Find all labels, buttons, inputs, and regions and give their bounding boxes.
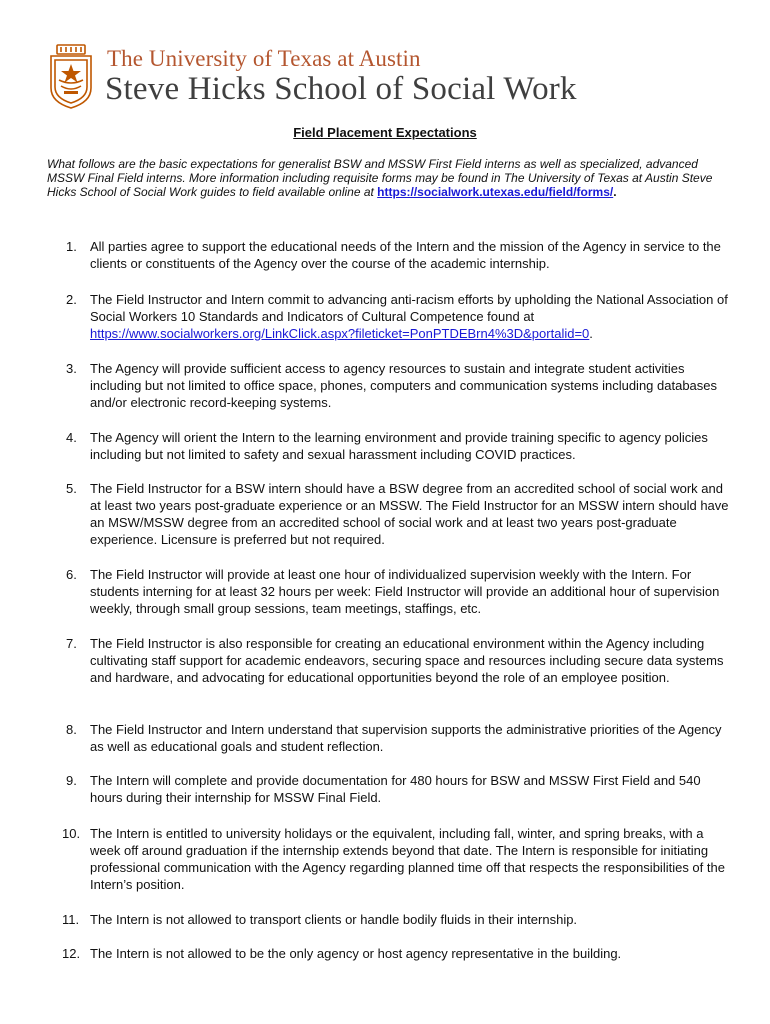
item-text: The Intern will complete and provide documentation for 480 hours for BSW and MSSW First Field and 540 hours during their internship for MSSW Final Field.: [90, 773, 701, 805]
forms-link[interactable]: https://socialwork.utexas.edu/field/forms/: [377, 185, 614, 199]
intro-end: .: [613, 185, 617, 199]
item-text: The Intern is not allowed to transport clients or handle bodily fluids in their internship.: [90, 912, 578, 927]
item-number: 4.: [66, 430, 77, 445]
item-number: 12.: [62, 946, 81, 961]
item-number: 7.: [66, 636, 77, 651]
item-text: The Field Instructor and Intern understand that supervision supports the administrative priorities of the Agency as well as educational goals and student reflection.: [90, 722, 722, 754]
page-title: Field Placement Expectations: [293, 125, 477, 140]
item-text-body: The Field Instructor and Intern commit to advancing anti-racism efforts by upholding the National Association of Social Workers 10 Standards and Indicators of Cultural Competence found at: [90, 292, 728, 324]
item-text: The Intern is not allowed to be the only agency or host agency representative in the building.: [90, 946, 622, 961]
intro-paragraph: [47, 157, 727, 199]
item-number: 1.: [66, 239, 77, 254]
intro-text: What follows are the basic expectations for generalist BSW and MSSW First Field interns as well as specialized, advanced MSSW Final Field interns. More information including requisite forms may be found in The University of Texas at Austin Steve Hicks School of Social Work guides to field available online at: [47, 157, 713, 199]
item-text: The Field Instructor will provide at least one hour of individualized supervision weekly with the Intern. For students interning for at least 32 hours per week: Field Instructor will provide an additional hour of supervision weekly, through small group sessions, team meetings, staffings, etc.: [90, 567, 720, 616]
item-number: 3.: [66, 361, 77, 376]
school-name: Steve Hicks School of Social Work: [105, 71, 577, 107]
item-number: 6.: [66, 567, 77, 582]
item-text: The Agency will orient the Intern to the learning environment and provide training specific to agency policies including but not limited to safety and sexual harassment including COVID practices.: [90, 430, 708, 462]
item-text: The Field Instructor is also responsible for creating an educational environment within the Agency including cultivating staff support for academic endeavors, securing space and resources including secure data systems and hardware, and advocating for educational opportunities beyond the role of an employee position.: [90, 636, 724, 685]
item-number: 5.: [66, 481, 77, 496]
item-number: 11.: [62, 912, 80, 927]
item-number: 2.: [66, 292, 77, 307]
item-text: The Intern is entitled to university holidays or the equivalent, including fall, winter, and spring breaks, with a week off around graduation if the internship extends beyond that date. The Intern is responsible for initiating professional communication with the Agency regarding planned time off that respects the responsibilities of the Intern’s position.: [90, 826, 725, 892]
item-text: The Field Instructor for a BSW intern should have a BSW degree from an accredited school of social work and at least two years post-graduate experience or an MSSW. The Field Instructor for an MSSW intern should have an MSW/MSSW degree from an accredited school of social work and at least two years post-graduate experience. Licensure is preferred but not required.: [90, 481, 729, 547]
item-number: 8.: [66, 722, 77, 737]
university-name: The University of Texas at Austin: [107, 46, 421, 71]
item-text: All parties agree to support the educational needs of the Intern and the mission of the Agency in service to the clients or constituents of the Agency over the course of the academic internship.: [90, 239, 721, 271]
page-header: [47, 42, 647, 112]
item-text: [90, 291, 730, 342]
nasw-standards-link[interactable]: https://www.socialworkers.org/LinkClick.aspx?fileticket=PonPTDEBrn4%3D&portalid=0: [90, 326, 590, 341]
item-text: The Agency will provide sufficient access to agency resources to sustain and integrate student activities including but not limited to office space, phones, computers and communication systems including databases and/or electronic record-keeping systems.: [90, 361, 718, 410]
item-number: 10.: [62, 826, 81, 841]
item-number: 9.: [66, 773, 77, 788]
item-text-end: .: [589, 326, 593, 341]
university-seal-logo: [47, 42, 95, 110]
